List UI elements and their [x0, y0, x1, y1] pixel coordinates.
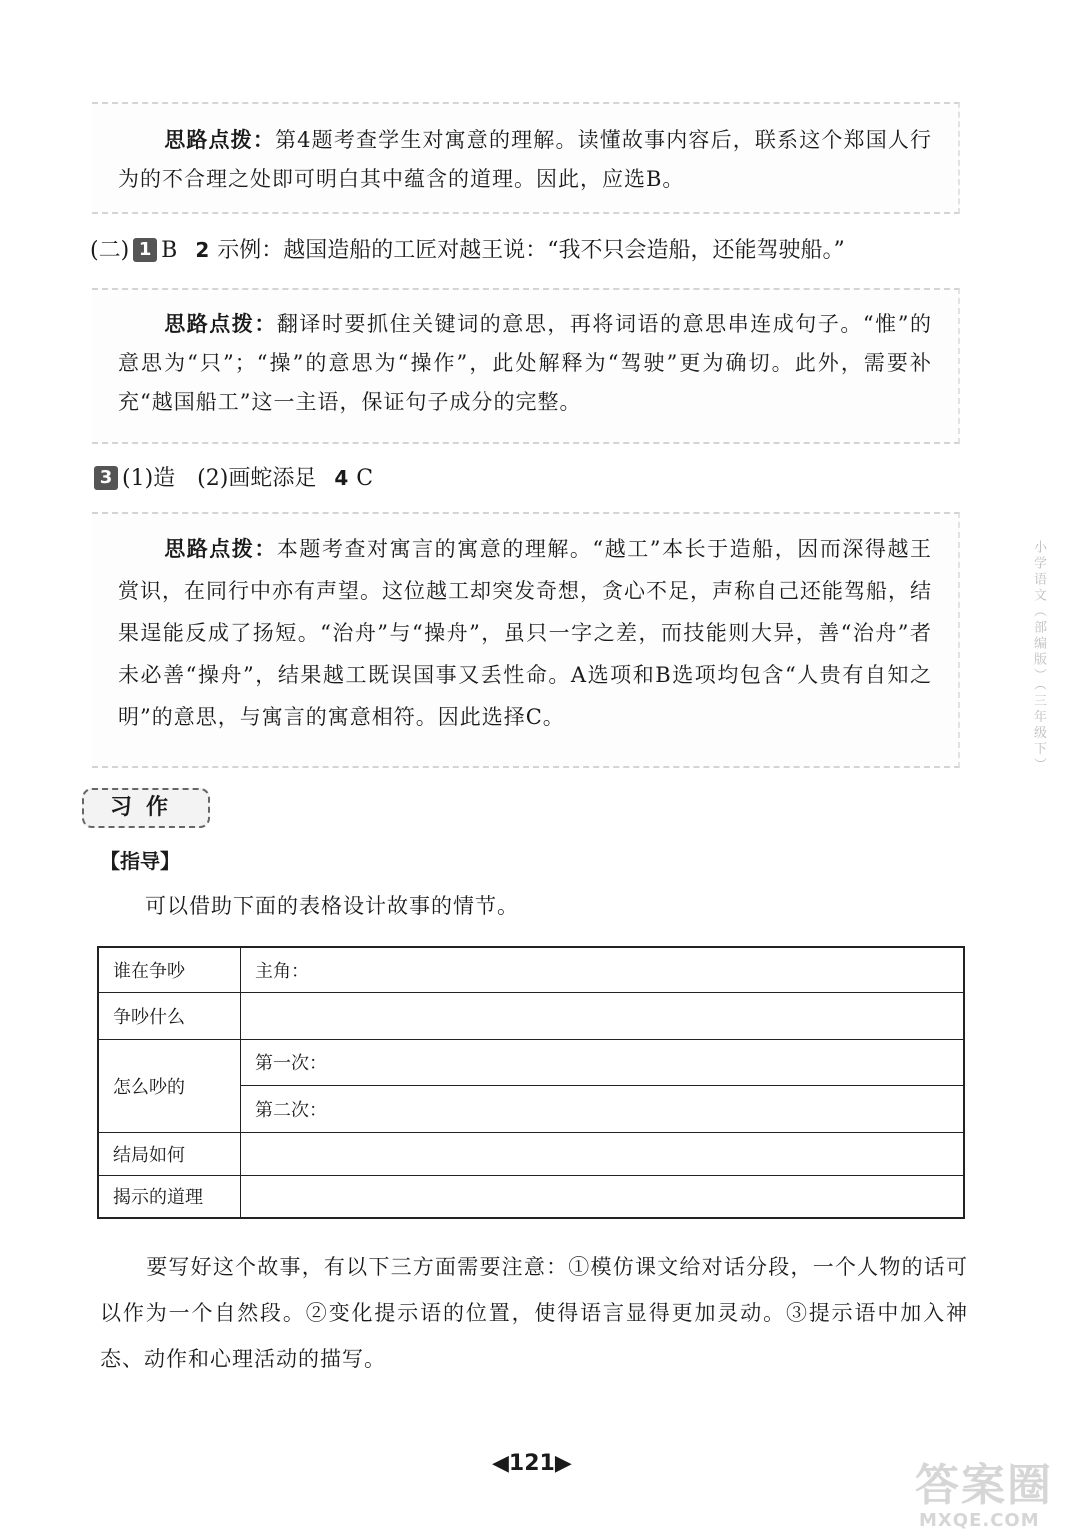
hint-box-2: [92, 288, 960, 444]
watermark-sub: MXQE.COM: [919, 1510, 1040, 1531]
table-head-cell: 结局如何: [98, 1132, 241, 1175]
table-value-cell: [241, 1175, 965, 1218]
hint-2-label: 思路点拨：: [164, 311, 277, 336]
section-title-writing: 习作: [82, 788, 210, 828]
watermark-main: 答案圈: [915, 1460, 1053, 1511]
hint-3-text: [118, 528, 932, 738]
question-1-badge: 1: [133, 238, 157, 262]
hint-2-text: [118, 304, 932, 422]
table-row: [98, 1039, 964, 1085]
hint-1-text: [118, 120, 932, 199]
question-3-badge: 3: [94, 466, 118, 490]
question-1-answer: B: [161, 238, 178, 263]
question-2-answer: 示例：越国造船的工匠对越王说：“我不只会造船，还能驾驶船。”: [217, 238, 845, 263]
table-value-cell: 第二次：: [241, 1085, 965, 1132]
hint-box-1: [92, 102, 960, 214]
hint-3-body: 本题考查对寓言的寓意的理解。“越工”本长于造船，因而深得越王赏识，在同行中亦有声望。这位越工却突发奇想，贪心不足，声称自己还能驾船，结果逞能反成了扬短。“治舟”与“操舟”，虽只一字之差，而技能则大异，善“治舟”者未必善“操舟”，结果越工既误国事又丢性命。A选项和B选项均包含“人贵有自知之明”的意思，与寓言的寓意相符。因此选择C。: [118, 537, 932, 729]
table-value-cell: 第一次：: [241, 1039, 965, 1085]
page-number: ◀121▶: [492, 1451, 572, 1476]
table-row: [98, 1132, 964, 1175]
answer-2-prefix: (二): [90, 238, 130, 263]
question-4-answer: C: [356, 466, 374, 491]
table-row: [98, 1175, 964, 1218]
table-head-cell: 争吵什么: [98, 992, 241, 1039]
hint-1-label: 思路点拨：: [164, 127, 275, 152]
guide-label: 【指导】: [100, 849, 180, 873]
hint-3-label: 思路点拨：: [164, 536, 277, 561]
table-row: [98, 992, 964, 1039]
hint-box-3: [92, 512, 960, 768]
table-value-cell: [241, 1132, 965, 1175]
guide-intro: 可以借助下面的表格设计故事的情节。: [145, 894, 519, 918]
advice-paragraph: 要写好这个故事，有以下三方面需要注意：①模仿课文给对话分段，一个人物的话可以作为一个自然段。②变化提示语的位置，使得语言显得更加灵动。③提示语中加入神态、动作和心理活动的描写。: [100, 1255, 968, 1371]
table-head-cell: 怎么吵的: [98, 1039, 241, 1132]
question-2-number: 2: [195, 238, 210, 262]
side-running-title: 小学语文（部编版）（三年级下）: [1031, 540, 1046, 774]
question-3-answer: (1)造 (2)画蛇添足: [122, 466, 317, 491]
table-head-cell: 谁在争吵: [98, 947, 241, 992]
question-4-number: 4: [334, 466, 349, 490]
table-value-cell: 主角：: [241, 947, 965, 992]
table-value-cell: [241, 992, 965, 1039]
hint-2-body: 翻译时要抓住关键词的意思，再将词语的意思串连成句子。“惟”的意思为“只”；“操”的意思为“操作”，此处解释为“驾驶”更为确切。此外，需要补充“越国船工”这一主语，保证句子成分的完整。: [118, 312, 932, 414]
watermark-logo: [915, 1462, 1053, 1531]
table-row: [98, 947, 964, 992]
table-head-cell: 揭示的道理: [98, 1175, 241, 1218]
answer-line-3: [90, 462, 373, 495]
plot-table: [97, 946, 965, 1219]
answer-line-2: [90, 234, 845, 267]
hint-1-body: 第4题考查学生对寓意的理解。读懂故事内容后，联系这个郑国人行为的不合理之处即可明白其中蕴含的道理。因此，应选B。: [118, 128, 933, 191]
